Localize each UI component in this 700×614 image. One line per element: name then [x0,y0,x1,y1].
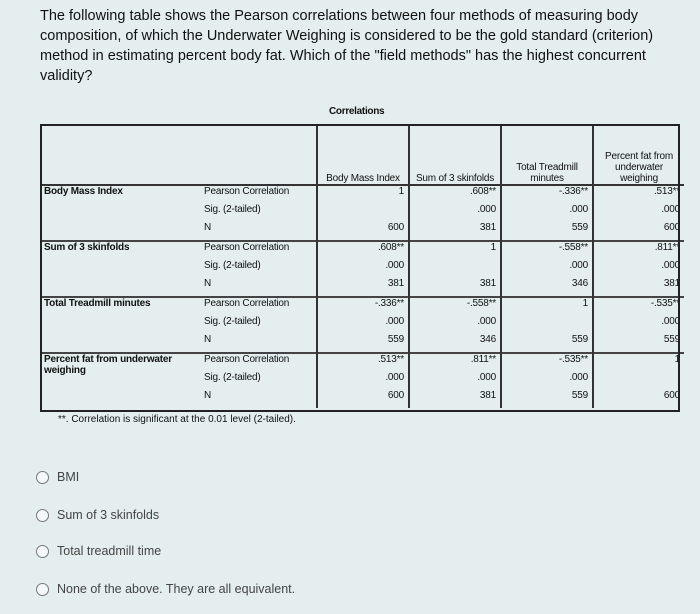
column-header: Body Mass Index [317,124,409,185]
cell-value [317,204,409,222]
column-header: Percent fat from underwater weighing [593,124,684,185]
cell-value: .000 [317,372,409,390]
table-row [40,241,684,260]
cell-value: -.558** [409,297,501,316]
cell-value: 346 [409,334,501,353]
cell-value: 559 [663,334,680,345]
cell-value: .000 [409,372,501,390]
stat-label: Pearson Correlation [200,185,317,204]
table-title: Correlations [329,106,385,117]
cell-value: .000 [501,204,593,222]
cell-value: -.558** [501,241,593,260]
option-bmi[interactable] [36,470,79,484]
row-label: Total Treadmill minutes [40,297,200,353]
option-skinfolds[interactable] [36,508,159,522]
radio-icon[interactable] [36,471,49,484]
option-treadmill[interactable] [36,544,161,558]
stat-label: N [200,334,317,353]
cell-value: 346 [501,278,593,297]
cell-value: 381 [409,222,501,241]
cell-value: 381 [409,390,501,408]
table-row [40,185,684,204]
cell-value: 381 [317,278,409,297]
cell-value: 1 [317,185,409,204]
cell-value [409,260,501,278]
cell-value: 559 [501,222,593,241]
cell-value [501,316,593,334]
option-label: BMI [57,470,80,484]
stat-label: Sig. (2-tailed) [200,260,317,278]
cell-value: 381 [409,278,501,297]
cell-value: 559 [317,334,409,353]
cell-value: 1 [409,241,501,260]
stat-label: N [200,278,317,297]
cell-value: 1 [593,353,684,372]
option-label: Sum of 3 skinfolds [57,508,160,522]
cell-value: 600 [317,222,409,241]
stat-label: Pearson Correlation [200,353,317,372]
cell-value: .000 [661,260,680,271]
cell-value: .811** [409,353,501,372]
cell-value: .000 [501,260,593,278]
option-none[interactable] [36,582,295,596]
cell-value: .513** [317,353,409,372]
stat-label: N [200,390,317,408]
cell-value: .000 [409,204,501,222]
cell-value: .000 [661,204,680,215]
table-footnote: **. Correlation is significant at the 0.01 level (2-tailed). [58,414,296,425]
table-row [40,297,684,316]
option-label: None of the above. They are all equivalent. [57,582,296,596]
cell-value: -.336** [501,185,593,204]
cell-value: 559 [501,390,593,408]
stat-label: Sig. (2-tailed) [200,204,317,222]
column-header: Total Treadmill minutes [501,124,593,185]
cell-value: .000 [317,316,409,334]
stat-label: Sig. (2-tailed) [200,316,317,334]
option-label: Total treadmill time [57,544,162,558]
cell-value: 600 [317,390,409,408]
column-header: Sum of 3 skinfolds [409,124,501,185]
cell-value [593,372,684,390]
cell-value: 600 [663,222,680,233]
cell-value: .000 [501,372,593,390]
cell-value: 1 [501,297,593,316]
stat-label: Sig. (2-tailed) [200,372,317,390]
cell-value: .608** [409,185,501,204]
cell-value: 600 [663,390,680,401]
cell-value: 559 [501,334,593,353]
stat-label: Pearson Correlation [200,241,317,260]
radio-icon[interactable] [36,545,49,558]
row-label: Sum of 3 skinfolds [40,241,200,297]
cell-value: .608** [317,241,409,260]
row-label: Percent fat from underwater weighing [40,353,200,408]
cell-value: -.535** [593,297,684,316]
cell-value: -.336** [317,297,409,316]
cell-value: .000 [661,316,680,327]
table-row [40,353,684,372]
stat-label: N [200,222,317,241]
cell-value: .513** [653,186,680,197]
cell-value: -.535** [501,353,593,372]
cell-value: .000 [317,260,409,278]
cell-value: .811** [593,241,684,260]
table-header-row [40,124,684,185]
radio-icon[interactable] [36,583,49,596]
stat-label: Pearson Correlation [200,297,317,316]
row-label: Body Mass Index [44,186,123,197]
question-text: The following table shows the Pearson correlations between four methods of measuring body composition, of which the Underwater Weighing is considered to be the gold standard (criterion) method in estimating percent body fat. Which of the "field methods" has the highest concurrent validity? [40,8,654,84]
cell-value: .000 [409,316,501,334]
radio-icon[interactable] [36,509,49,522]
correlations-table [40,124,684,408]
cell-value: 381 [663,278,680,289]
